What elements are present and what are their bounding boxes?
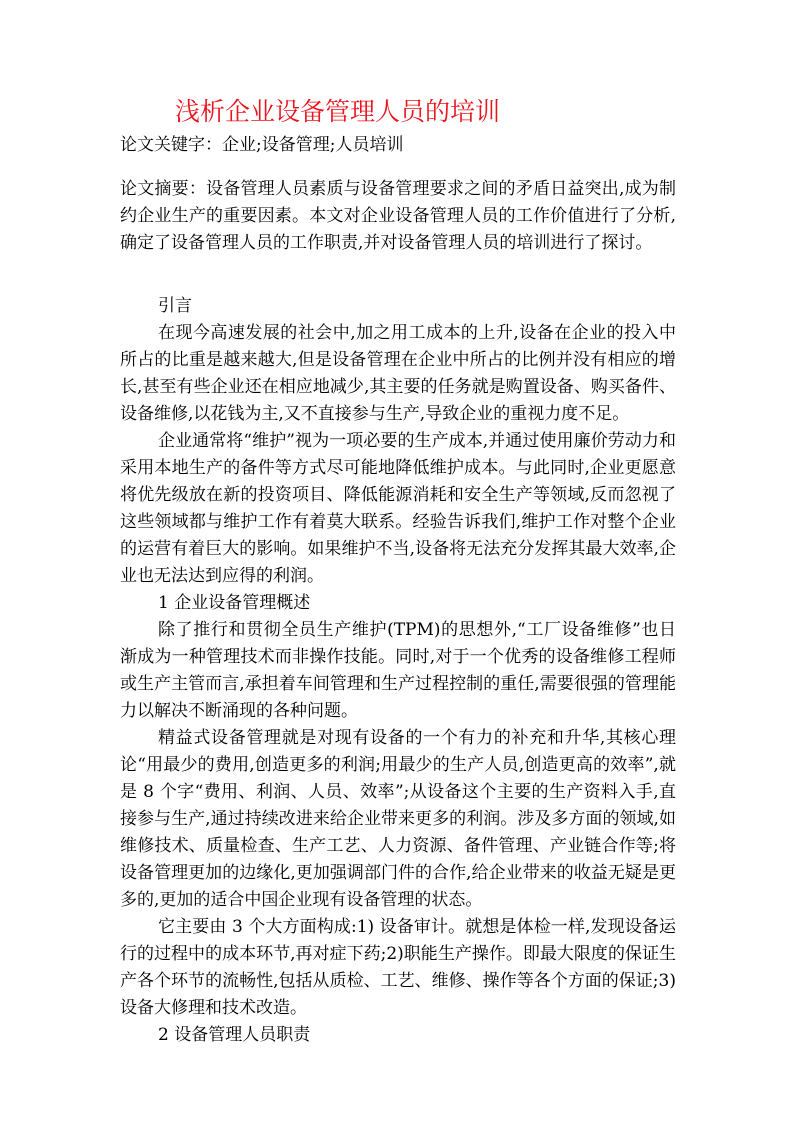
section1-paragraph-2: 精益式设备管理就是对现有设备的一个有力的补充和升华,其核心理论“用最少的费用,创造更多的利润;用最少的生产人员,创造更高的效率”,就是 8 个字“费用、利润、人员、效率”;从设备这个主要的生产资料入手,直接参与生产,通过持续改进来给企业带来更多的利润。涉及多方面的领域,如维修技术、质量检查、生产工艺、人力资源、备件管理、产业链合作等;将设备管理更加的边缘化,更加强调部门件的合作,给企业带来的收益无疑是更多的,更加的适合中国企业现有设备管理的状态。	[120, 728, 676, 910]
intro-heading: 引言	[158, 296, 192, 316]
document-body	[120, 293, 676, 1049]
abstract-paragraph: 论文摘要：设备管理人员素质与设备管理要求之间的矛盾日益突出,成为制约企业生产的重要因素。本文对企业设备管理人员的工作价值进行了分析,确定了设备管理人员的工作职责,并对设备管理人员的培训进行了探讨。	[120, 179, 676, 253]
keywords-line: 论文关键字：企业;设备管理;人员培训	[120, 135, 404, 155]
section1-paragraph-1: 除了推行和贯彻全员生产维护(TPM)的思想外,“工厂设备维修”也日渐成为一种管理技术而非操作技能。同时,对于一个优秀的设备维修工程师或生产主管而言,承担着车间管理和生产过程控制的重任,需要很强的管理能力以解决不断涌现的各种问题。	[120, 620, 676, 721]
intro-paragraph-1: 在现今高速发展的社会中,加之用工成本的上升,设备在企业的投入中所占的比重是越来越大,但是设备管理在企业中所占的比例并没有相应的增长,甚至有些企业还在相应地减少,其主要的任务就是购置设备、购买备件、设备维修,以花钱为主,又不直接参与生产,导致企业的重视力度不足。	[120, 323, 676, 424]
section1-paragraph-3: 它主要由 3 个大方面构成:1) 设备审计。就想是体检一样,发现设备运行的过程中的成本环节,再对症下药;2)职能生产操作。即最大限度的保证生产各个环节的流畅性,包括从质检、工艺、维修、操作等各个方面的保证;3)设备大修理和技术改造。	[120, 917, 676, 1018]
document-title: 浅析企业设备管理人员的培训	[175, 97, 501, 126]
intro-paragraph-2: 企业通常将“维护”视为一项必要的生产成本,并通过使用廉价劳动力和采用本地生产的备件等方式尽可能地降低维护成本。与此同时,企业更愿意将优先级放在新的投资项目、降低能源消耗和安全生产等领域,反而忽视了这些领域都与维护工作有着莫大联系。经验告诉我们,维护工作对整个企业的运营有着巨大的影响。如果维护不当,设备将无法充分发挥其最大效率,企业也无法达到应得的利润。	[120, 431, 676, 586]
section1-heading: 1 企业设备管理概述	[158, 593, 311, 613]
section2-heading: 2 设备管理人员职责	[158, 1025, 311, 1045]
